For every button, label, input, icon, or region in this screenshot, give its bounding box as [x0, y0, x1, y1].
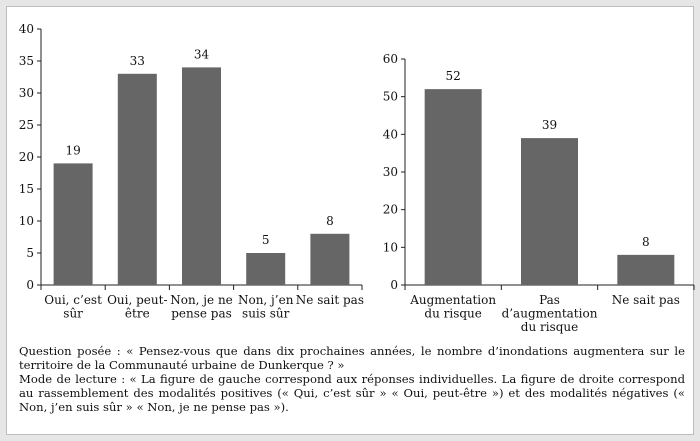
- y-tick-label: 40: [382, 127, 398, 142]
- y-tick-label: 0: [390, 278, 398, 292]
- data-label: 52: [445, 69, 461, 84]
- bar: [310, 234, 349, 285]
- x-tick-label: [44, 293, 102, 321]
- x-tick-label-line: Non, je ne: [170, 293, 233, 307]
- y-tick-label: 0: [26, 278, 34, 292]
- x-tick-label-line: Pas: [539, 293, 560, 307]
- x-tick-label: [170, 293, 233, 321]
- y-tick-label: 20: [382, 202, 398, 217]
- y-tick-label: 40: [18, 22, 34, 36]
- y-tick-label: 60: [382, 52, 398, 66]
- charts-area: [7, 7, 695, 342]
- x-tick-label-line: Ne sait pas: [295, 293, 365, 307]
- y-tick-label: 15: [18, 182, 34, 196]
- figure-caption: [19, 344, 685, 414]
- x-tick-label: [409, 293, 496, 321]
- x-tick-label-line: du risque: [520, 320, 579, 334]
- data-label: 33: [129, 53, 145, 68]
- x-tick-label-line: Ne sait pas: [611, 293, 680, 307]
- x-tick-label-line: pense pas: [171, 306, 232, 321]
- caption-reading: Mode de lecture : « La figure de gauche correspond aux réponses individuelles. La figure de droite correspond au rassemblement des modalités positives (« Qui, c’est sûr » « Oui, peut-être ») et des modalités négatives (« Non, j’en suis sûr » « Non, je ne pense pas »).: [19, 372, 685, 414]
- y-tick-label: 10: [382, 240, 398, 255]
- y-tick-label: 25: [18, 118, 34, 132]
- y-tick-label: 20: [18, 150, 34, 164]
- bar: [521, 138, 578, 285]
- caption-question: Question posée : « Pensez-vous que dans dix prochaines années, le nombre d’inondations augmentera sur le territoire de la Communauté urbaine de Dunkerque ? »: [19, 344, 685, 372]
- x-tick-label-line: Oui, c’est: [44, 293, 102, 307]
- x-tick-label-line: être: [124, 306, 150, 321]
- x-tick-label: [296, 293, 364, 307]
- data-label: 19: [65, 143, 81, 158]
- data-label: 8: [642, 234, 650, 249]
- bar: [182, 67, 221, 285]
- y-tick-label: 5: [26, 246, 34, 260]
- x-tick-label: [612, 293, 680, 307]
- x-tick-label-line: sûr: [63, 306, 83, 321]
- x-tick-label: [502, 293, 598, 334]
- y-tick-label: 35: [18, 54, 34, 68]
- x-tick-label-line: d’augmentation: [501, 306, 598, 321]
- x-tick-label-line: suis sûr: [242, 306, 290, 321]
- x-tick-label-line: Augmentation: [410, 293, 497, 307]
- figure-frame: [6, 6, 694, 435]
- bar: [54, 163, 93, 285]
- bar: [118, 74, 157, 285]
- bar: [425, 89, 482, 285]
- bar: [246, 253, 285, 285]
- bar: [617, 255, 674, 285]
- y-tick-label: 10: [18, 214, 34, 228]
- y-tick-label: 30: [382, 165, 398, 179]
- chart-1: [19, 22, 364, 321]
- x-tick-label-line: Oui, peut-: [107, 293, 168, 307]
- x-tick-label: [238, 293, 294, 321]
- x-tick-label-line: Non, j’en: [237, 293, 294, 307]
- x-tick-label-line: du risque: [424, 306, 482, 321]
- y-tick-label: 50: [382, 89, 398, 104]
- data-label: 5: [261, 233, 270, 247]
- data-label: 8: [326, 213, 334, 228]
- x-tick-label: [107, 293, 167, 321]
- data-label: 34: [193, 47, 210, 62]
- data-label: 39: [541, 118, 558, 133]
- chart-2: [383, 52, 694, 334]
- y-tick-label: 30: [18, 86, 34, 100]
